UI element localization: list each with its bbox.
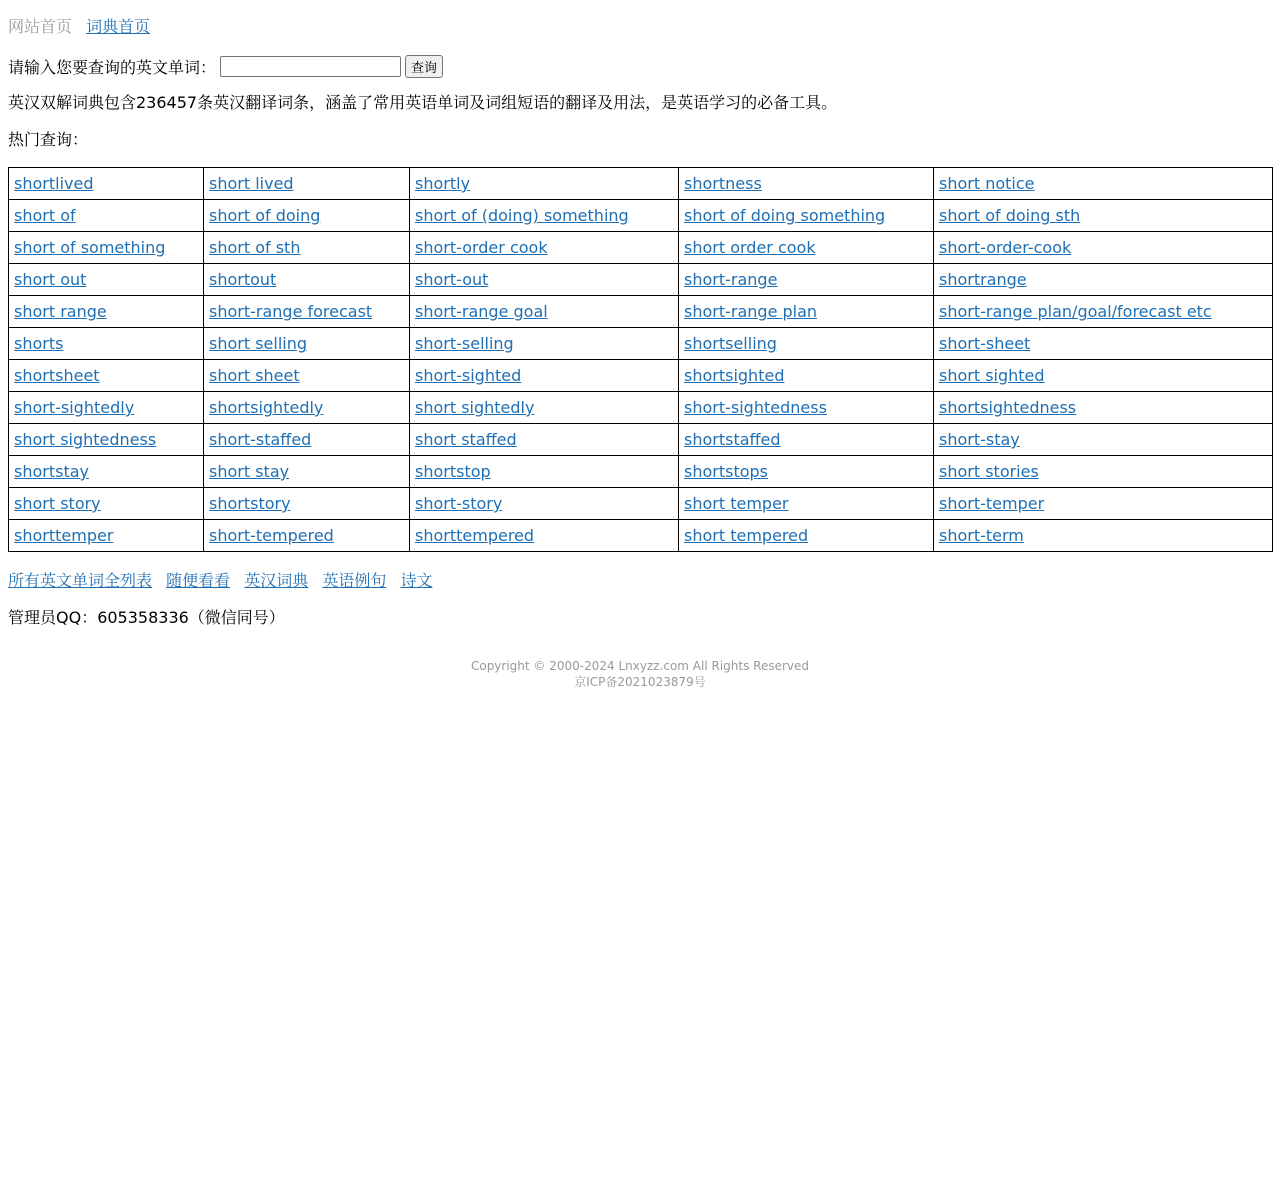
dict-home-link[interactable]: 词典首页: [86, 17, 151, 36]
word-link[interactable]: shortsheet: [14, 366, 100, 385]
search-button[interactable]: 查询: [405, 55, 443, 78]
word-link[interactable]: short story: [14, 494, 101, 513]
word-link[interactable]: shortout: [209, 270, 277, 289]
table-row: [9, 456, 1273, 488]
word-link[interactable]: shortselling: [684, 334, 777, 353]
table-cell: [9, 360, 204, 392]
table-row: [9, 424, 1273, 456]
footer: [8, 658, 1272, 690]
table-cell: [679, 168, 934, 200]
site-home-link[interactable]: 网站首页: [8, 17, 73, 36]
poetry-link[interactable]: 诗文: [400, 571, 433, 590]
word-link[interactable]: short of something: [14, 238, 166, 257]
table-cell: [679, 296, 934, 328]
table-cell: [679, 232, 934, 264]
word-link[interactable]: shortstay: [14, 462, 89, 481]
word-link[interactable]: short-range plan/goal/forecast etc: [939, 302, 1212, 321]
word-link[interactable]: short-stay: [939, 430, 1020, 449]
word-link[interactable]: short-sheet: [939, 334, 1031, 353]
word-link[interactable]: short order cook: [684, 238, 816, 257]
table-cell: [679, 392, 934, 424]
word-link[interactable]: shortstory: [209, 494, 291, 513]
table-cell: [204, 456, 410, 488]
word-link[interactable]: shortstops: [684, 462, 769, 481]
search-label: 请输入您要查询的英文单词：: [8, 57, 217, 77]
word-link[interactable]: short notice: [939, 174, 1035, 193]
table-cell: [410, 424, 679, 456]
word-link[interactable]: short out: [14, 270, 87, 289]
table-cell: [9, 456, 204, 488]
word-link[interactable]: short temper: [684, 494, 789, 513]
word-link[interactable]: shortly: [415, 174, 471, 193]
word-link[interactable]: short sightedly: [415, 398, 535, 417]
table-cell: [934, 456, 1273, 488]
word-link[interactable]: shortsightedly: [209, 398, 324, 417]
table-row: [9, 296, 1273, 328]
table-cell: [204, 360, 410, 392]
table-cell: [204, 200, 410, 232]
word-link[interactable]: shortness: [684, 174, 762, 193]
hot-words-body: [9, 168, 1273, 552]
table-cell: [9, 328, 204, 360]
table-cell: [934, 520, 1273, 552]
table-cell: [679, 488, 934, 520]
table-cell: [9, 200, 204, 232]
table-cell: [934, 392, 1273, 424]
table-cell: [934, 168, 1273, 200]
table-row: [9, 520, 1273, 552]
word-link[interactable]: short-term: [939, 526, 1024, 545]
table-cell: [934, 232, 1273, 264]
word-link[interactable]: short lived: [209, 174, 294, 193]
word-link[interactable]: short-temper: [939, 494, 1045, 513]
table-cell: [204, 296, 410, 328]
table-cell: [9, 424, 204, 456]
table-row: [9, 328, 1273, 360]
top-nav: [8, 0, 1272, 37]
random-browse-link[interactable]: 随便看看: [166, 571, 231, 590]
word-link[interactable]: shorttempered: [415, 526, 535, 545]
table-row: [9, 168, 1273, 200]
table-cell: [679, 200, 934, 232]
table-cell: [934, 488, 1273, 520]
word-link[interactable]: short of doing: [209, 206, 321, 225]
table-cell: [204, 520, 410, 552]
word-link[interactable]: short of doing something: [684, 206, 886, 225]
word-link[interactable]: shorttemper: [14, 526, 114, 545]
table-cell: [204, 232, 410, 264]
word-link[interactable]: shortsighted: [684, 366, 785, 385]
table-cell: [410, 296, 679, 328]
table-row: [9, 392, 1273, 424]
table-cell: [410, 456, 679, 488]
table-cell: [9, 392, 204, 424]
word-link[interactable]: shorts: [14, 334, 64, 353]
word-link[interactable]: short-out: [415, 270, 489, 289]
word-link[interactable]: short range: [14, 302, 107, 321]
table-cell: [410, 200, 679, 232]
table-cell: [410, 168, 679, 200]
word-link[interactable]: short sheet: [209, 366, 300, 385]
dictionary-description: 英汉双解词典包含236457条英汉翻译词条，涵盖了常用英语单词及词组短语的翻译及用法，是英语学习的必备工具。: [8, 93, 838, 112]
table-cell: [679, 264, 934, 296]
all-words-list-link[interactable]: 所有英文单词全列表: [8, 571, 153, 590]
word-link[interactable]: short staffed: [415, 430, 517, 449]
table-row: [9, 200, 1273, 232]
bottom-links: [8, 571, 1272, 591]
word-link[interactable]: short-range goal: [415, 302, 548, 321]
table-cell: [410, 520, 679, 552]
word-link[interactable]: shortrange: [939, 270, 1027, 289]
word-link[interactable]: short selling: [209, 334, 308, 353]
table-cell: [410, 232, 679, 264]
table-cell: [410, 328, 679, 360]
admin-contact: 管理员QQ：605358336（微信同号）: [8, 608, 285, 627]
table-cell: [679, 360, 934, 392]
table-cell: [9, 296, 204, 328]
search-form: [8, 54, 1272, 78]
word-link[interactable]: short-order-cook: [939, 238, 1072, 257]
table-cell: [9, 168, 204, 200]
table-cell: [934, 264, 1273, 296]
table-cell: [204, 328, 410, 360]
word-link[interactable]: shortsightedness: [939, 398, 1077, 417]
table-cell: [410, 264, 679, 296]
word-link[interactable]: short-order cook: [415, 238, 548, 257]
word-link[interactable]: shortstop: [415, 462, 491, 481]
table-cell: [410, 360, 679, 392]
table-cell: [204, 488, 410, 520]
word-link[interactable]: short tempered: [684, 526, 809, 545]
word-link[interactable]: shortlived: [14, 174, 94, 193]
word-link[interactable]: shortstaffed: [684, 430, 781, 449]
table-cell: [204, 168, 410, 200]
en-zh-dictionary-link[interactable]: 英汉词典: [244, 571, 309, 590]
word-link[interactable]: short-staffed: [209, 430, 312, 449]
word-link[interactable]: short-sighted: [415, 366, 522, 385]
search-input[interactable]: [220, 56, 401, 77]
word-link[interactable]: short of: [14, 206, 76, 225]
word-link[interactable]: short-selling: [415, 334, 514, 353]
word-link[interactable]: short of sth: [209, 238, 301, 257]
word-link[interactable]: short stories: [939, 462, 1039, 481]
table-row: [9, 360, 1273, 392]
table-row: [9, 488, 1273, 520]
word-link[interactable]: short stay: [209, 462, 290, 481]
table-row: [9, 232, 1273, 264]
word-link[interactable]: short-story: [415, 494, 503, 513]
word-link[interactable]: short-sightedness: [684, 398, 827, 417]
copyright-text: Copyright © 2000-2024 Lnxyzz.com All Rights Reserved: [470, 659, 810, 673]
table-cell: [934, 200, 1273, 232]
table-cell: [934, 296, 1273, 328]
table-row: [9, 264, 1273, 296]
word-link[interactable]: short sighted: [939, 366, 1045, 385]
hot-words-table: [8, 167, 1273, 552]
table-cell: [204, 264, 410, 296]
table-cell: [934, 360, 1273, 392]
table-cell: [410, 392, 679, 424]
table-cell: [9, 520, 204, 552]
word-link[interactable]: short of doing sth: [939, 206, 1081, 225]
table-cell: [679, 424, 934, 456]
table-cell: [679, 520, 934, 552]
table-cell: [679, 456, 934, 488]
table-cell: [934, 424, 1273, 456]
table-cell: [9, 232, 204, 264]
word-link[interactable]: short-range forecast: [209, 302, 373, 321]
table-cell: [204, 392, 410, 424]
icp-text: 京ICP备2021023879号: [574, 675, 706, 689]
table-cell: [410, 488, 679, 520]
hot-queries-label: 热门查询：: [8, 130, 89, 149]
word-link[interactable]: short-tempered: [209, 526, 334, 545]
english-examples-link[interactable]: 英语例句: [322, 571, 387, 590]
table-cell: [9, 264, 204, 296]
table-cell: [679, 328, 934, 360]
word-link[interactable]: short sightedness: [14, 430, 157, 449]
word-link[interactable]: short of (doing) something: [415, 206, 629, 225]
table-cell: [934, 328, 1273, 360]
word-link[interactable]: short-sightedly: [14, 398, 135, 417]
word-link[interactable]: short-range: [684, 270, 778, 289]
table-cell: [9, 488, 204, 520]
word-link[interactable]: short-range plan: [684, 302, 818, 321]
table-cell: [204, 424, 410, 456]
